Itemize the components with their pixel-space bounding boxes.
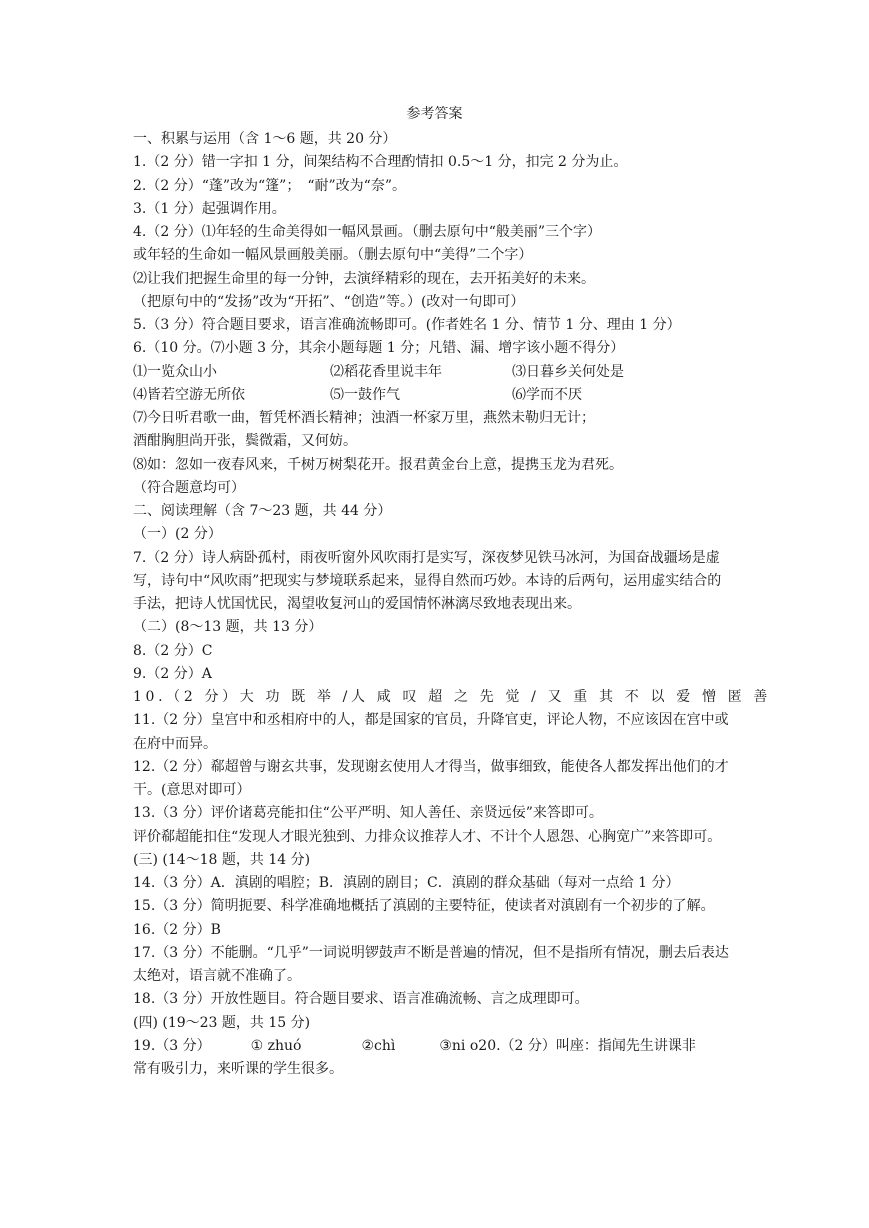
answer-line: 或年轻的生命如一幅风景画般美丽。（删去原句中“美得”二个字） bbox=[133, 247, 533, 264]
answer-item: ⑹学而不厌 bbox=[512, 386, 582, 403]
answer-paragraph-13b: 评价郗超能扣住“发现人才眼光独到、力排众议推荐人才、不计个人恩怨、心胸宽广”来答即可。 bbox=[133, 828, 722, 845]
answer-item: ⑸一鼓作气 bbox=[330, 386, 400, 403]
answer-item: ⑴一览众山小 bbox=[133, 363, 217, 380]
answer-item: 19.（3 分） bbox=[133, 1037, 211, 1054]
answer-line: 2.（2 分）“蓬”改为“篷”； “耐”改为“奈”。 bbox=[133, 177, 406, 194]
answer-line: 3.（1 分）起强调作用。 bbox=[133, 200, 286, 217]
answer-line: ⑺今日听君歌一曲，暂凭杯酒长精神；浊酒一杯家万里，燕然未勒归无计； bbox=[133, 410, 595, 426]
answer-line: 4.（2 分）⑴年轻的生命美得如一幅风景画。（删去原句中“般美丽”三个字） bbox=[133, 224, 602, 240]
answer-line: 14.（3 分）A．滇剧的唱腔；B．滇剧的剧目；C．滇剧的群众基础（每对一点给 1 分） bbox=[133, 875, 680, 891]
answer-item: ②chì bbox=[361, 1037, 396, 1054]
answer-line: 常有吸引力，来听课的学生很多。 bbox=[133, 1061, 343, 1077]
answer-line: 9.（2 分）A bbox=[133, 665, 212, 682]
answer-item: ③ni o20.（2 分）叫座：指闻先生讲课非 bbox=[439, 1037, 696, 1054]
answer-line: 酒酣胸胆尚开张，鬓微霜，又何妨。 bbox=[133, 433, 357, 450]
answer-item: ⑷皆若空游无所依 bbox=[133, 386, 245, 403]
answer-row bbox=[133, 361, 733, 384]
answer-line: ⑻如：忽如一夜春风来，千树万树梨花开。报君黄金台上意，提携玉龙为君死。 bbox=[133, 456, 623, 473]
answer-paragraph-7: 7.（2 分）诗人病卧孤村，雨夜听窗外风吹雨打是实写，深夜梦见铁马冰河，为国奋战疆场是虚写，诗句中“风吹雨”把现实与梦境联系起来，显得自然而巧妙。本诗的后两句，运用虚实结合的手法，把诗人忧国忧民，渴望收复河山的爱国情怀淋漓尽致地表现出来。 bbox=[133, 549, 722, 612]
section-heading-1: 一、积累与运用（含 1～6 题，共 20 分） bbox=[133, 131, 397, 147]
answer-item: ① zhuó bbox=[250, 1037, 302, 1054]
answer-line: 1.（2 分）错一字扣 1 分，间架结构不合理酌情扣 0.5～1 分，扣完 2 分为止。 bbox=[133, 154, 628, 171]
answer-item: ⑵稻花香里说丰年 bbox=[330, 363, 442, 380]
subsection-heading: （一）(2 分） bbox=[133, 526, 222, 543]
answer-line: 6.（10 分。⑺小题 3 分，其余小题每题 1 分；凡错、漏、增字该小题不得分） bbox=[133, 340, 625, 357]
section-heading-2: 二、阅读理解（含 7～23 题，共 44 分） bbox=[133, 503, 392, 519]
subsection-heading: (四) (19～23 题，共 15 分) bbox=[133, 1014, 311, 1031]
answer-line: 8.（2 分）C bbox=[133, 642, 213, 659]
answer-line-19 bbox=[133, 1035, 733, 1058]
answer-paragraph-11: 11.（2 分）皇宫中和丞相府中的人，都是国家的官员，升降官吏，评论人物，不应该因在宫中或在府中而异。 bbox=[133, 712, 729, 752]
subsection-heading: (三) (14～18 题，共 14 分) bbox=[133, 851, 311, 868]
answer-line: 10.（2 分）大 功 既 举 /人 咸 叹 超 之 先 觉 / 又 重 其 不 以 爱 憎 匿 善 bbox=[133, 689, 772, 705]
answer-paragraph-15: 15.（3 分）简明扼要、科学准确地概括了滇剧的主要特征，使读者对滇剧有一个初步的了解。 bbox=[133, 898, 715, 915]
answer-line: 18.（3 分）开放性题目。符合题目要求、语言准确流畅、言之成理即可。 bbox=[133, 991, 589, 1008]
answer-item: ⑶日暮乡关何处是 bbox=[512, 363, 624, 380]
page-title: 参考答案 bbox=[406, 106, 463, 122]
subsection-heading: （二）(8～13 题，共 13 分） bbox=[133, 619, 323, 636]
answer-line: 16.（2 分）B bbox=[133, 921, 221, 938]
answer-line: （符合题意均可） bbox=[133, 479, 245, 496]
answer-line: ⑵让我们把握生命里的每一分钟，去演绎精彩的现在，去开拓美好的未来。 bbox=[133, 270, 595, 287]
answer-line: 13.（3 分）评价诸葛亮能扣住“公平严明、知人善任、亲贤远佞”来答即可。 bbox=[133, 805, 603, 822]
answer-line: 5.（3 分）符合题目要求，语言准确流畅即可。(作者姓名 1 分、情节 1 分、理由 1 分） bbox=[133, 317, 681, 333]
answer-content bbox=[133, 128, 772, 1081]
answer-line: （把原句中的“发扬”改为“开拓”、“创造”等。）(改对一句即可） bbox=[133, 293, 525, 310]
answer-paragraph-12: 12.（2 分）郗超曾与谢玄共事，发现谢玄使用人才得当，做事细致，能使各人都发挥出他们的才干。(意思对即可） bbox=[133, 758, 729, 798]
answer-row bbox=[133, 384, 733, 407]
answer-paragraph-17: 17.（3 分）不能删。“几乎”一词说明锣鼓声不断是普遍的情况，但不是指所有情况，删去后表达太绝对，语言就不准确了。 bbox=[133, 944, 729, 984]
